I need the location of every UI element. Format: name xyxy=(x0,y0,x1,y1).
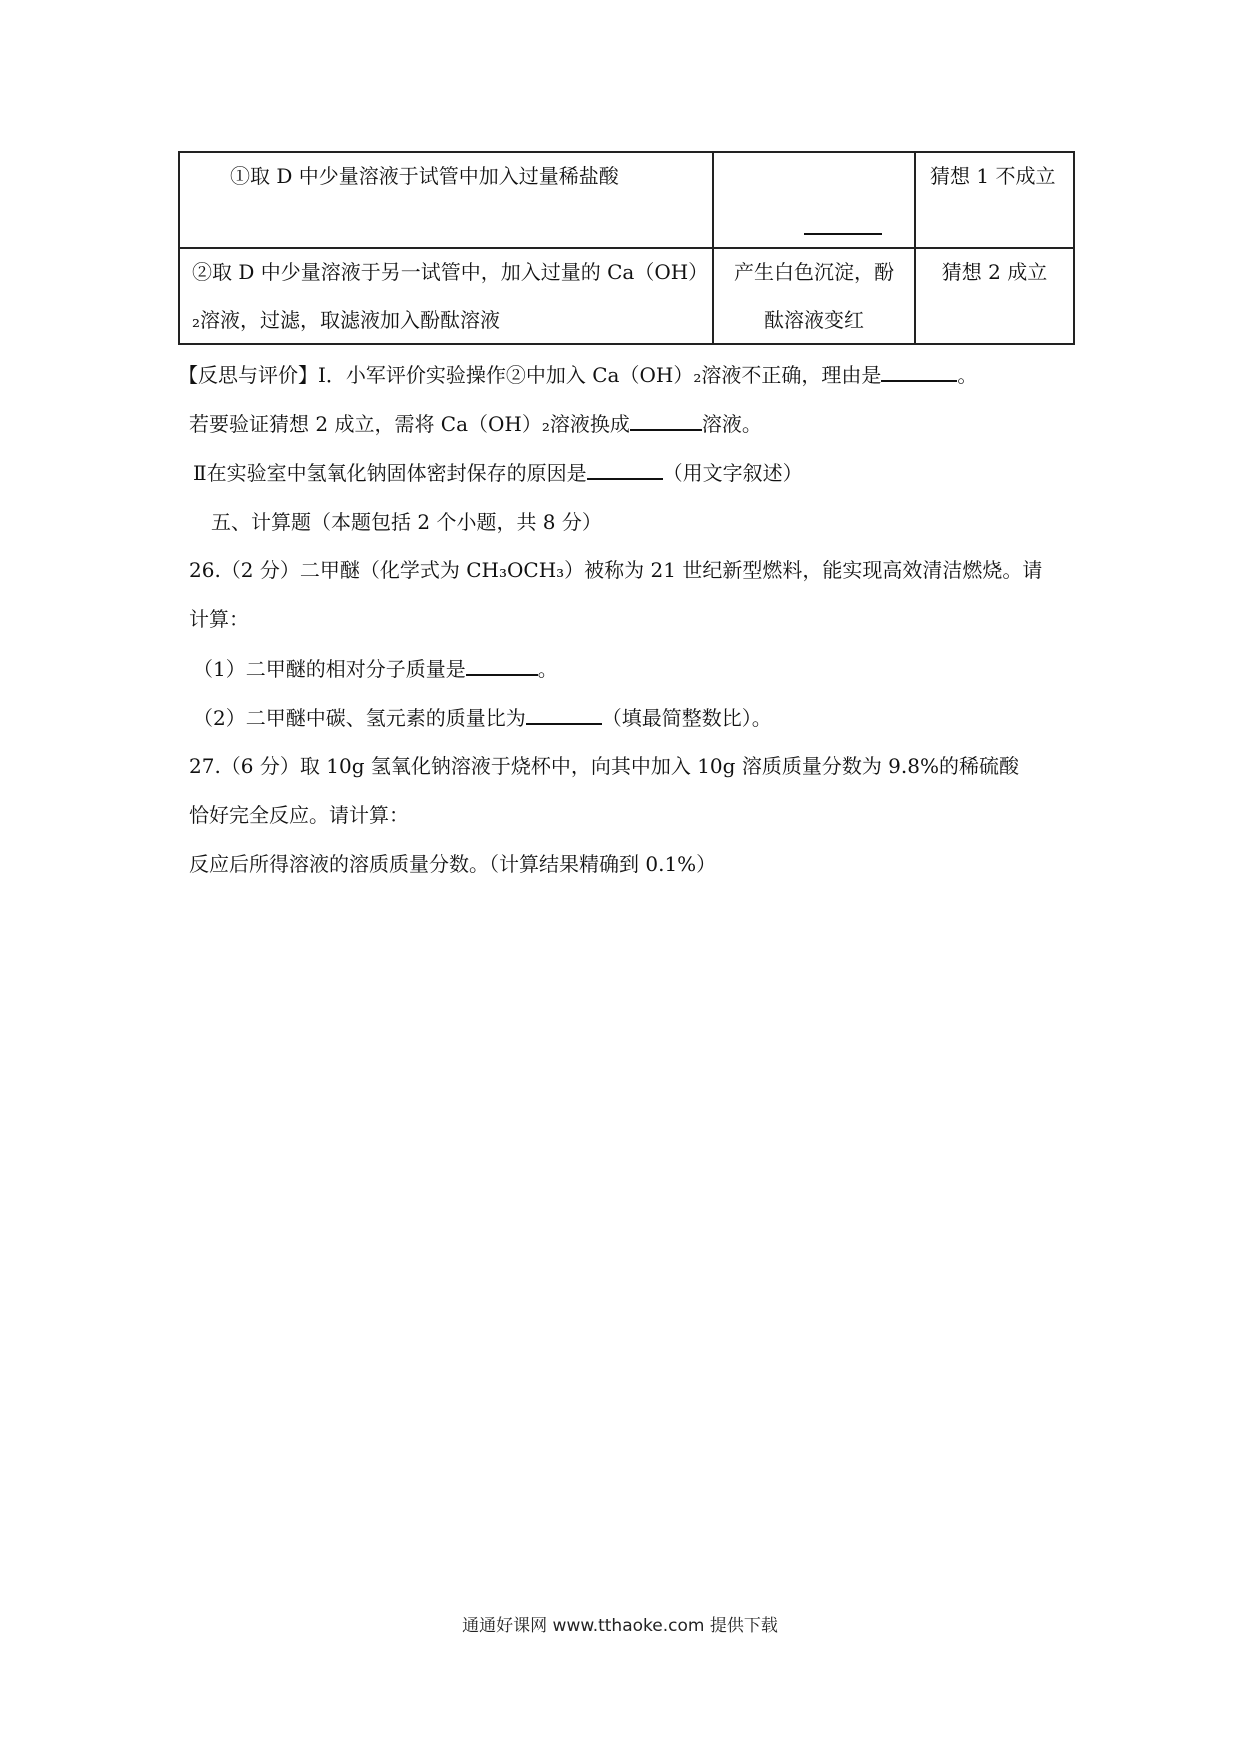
answer-blank[interactable] xyxy=(526,703,602,725)
q27-stem-line2: 恰好完全反应。请计算： xyxy=(189,803,409,827)
step-cell xyxy=(179,152,713,248)
answer-blank[interactable] xyxy=(881,360,957,382)
phenomenon-cell xyxy=(713,248,915,344)
reflection-text: 若要验证猜想 2 成立，需将 Ca（OH）₂溶液换成 xyxy=(189,412,630,436)
answer-blank[interactable] xyxy=(630,409,702,431)
q26-stem-line1: 26.（2 分）二甲醚（化学式为 CH₃OCH₃）被称为 21 世纪新型燃料，能实现高效清洁燃烧。请 xyxy=(189,558,1043,582)
question-text: （2）二甲醚中碳、氢元素的质量比为 xyxy=(193,706,526,730)
q27-stem-line1: 27.（6 分）取 10g 氢氧化钠溶液于烧杯中，向其中加入 10g 溶质质量分数为 9.8%的稀硫酸 xyxy=(189,754,1019,778)
experiment-table xyxy=(178,151,1075,345)
step-cell xyxy=(179,248,713,344)
phenomenon-text-line1: 产生白色沉淀，酚 xyxy=(734,260,894,284)
answer-blank[interactable] xyxy=(587,458,663,480)
reflection-text: 。 xyxy=(957,363,978,387)
question-text: （1）二甲醚的相对分子质量是 xyxy=(193,657,466,681)
q26-stem-line2: 计算： xyxy=(189,607,249,631)
phenomenon-cell xyxy=(713,152,915,248)
reflection-text: Ⅱ在实验室中氢氧化钠固体密封保存的原因是 xyxy=(193,461,587,485)
reflection-text: 溶液。 xyxy=(701,412,762,436)
step-text-line2: ₂溶液，过滤，取滤液加入酚酞溶液 xyxy=(192,308,501,332)
question-text: （填最简整数比）。 xyxy=(601,706,772,730)
conclusion-text: 猜想 2 成立 xyxy=(941,260,1048,284)
conclusion-text: 猜想 1 不成立 xyxy=(930,164,1056,188)
footer-watermark: 通通好课网 www.tthaoke.com 提供下载 xyxy=(462,1616,778,1636)
reflection-text: （用文字叙述） xyxy=(662,461,803,485)
reflection-line-2 xyxy=(189,409,762,438)
step-text-line1: ②取 D 中少量溶液于另一试管中，加入过量的 Ca（OH） xyxy=(192,260,709,284)
reflection-line-1 xyxy=(178,360,977,389)
conclusion-cell xyxy=(915,248,1074,344)
phenomenon-text-line2: 酞溶液变红 xyxy=(764,308,864,332)
step-text: ①取 D 中少量溶液于试管中加入过量稀盐酸 xyxy=(230,164,619,188)
conclusion-cell xyxy=(915,152,1074,248)
table-row xyxy=(179,248,1074,344)
q26-sub1 xyxy=(193,654,558,683)
q26-sub2 xyxy=(193,703,772,732)
question-text: 。 xyxy=(537,657,558,681)
table-row xyxy=(179,152,1074,248)
answer-blank[interactable] xyxy=(804,233,882,235)
q27-stem-line3: 反应后所得溶液的溶质质量分数。（计算结果精确到 0.1%） xyxy=(189,852,717,876)
section-heading: 五、计算题（本题包括 2 个小题，共 8 分） xyxy=(211,510,602,534)
reflection-line-3 xyxy=(193,458,803,487)
answer-blank[interactable] xyxy=(466,654,538,676)
reflection-text: 【反思与评价】I．小军评价实验操作②中加入 Ca（OH）₂溶液不正确，理由是 xyxy=(178,363,882,387)
